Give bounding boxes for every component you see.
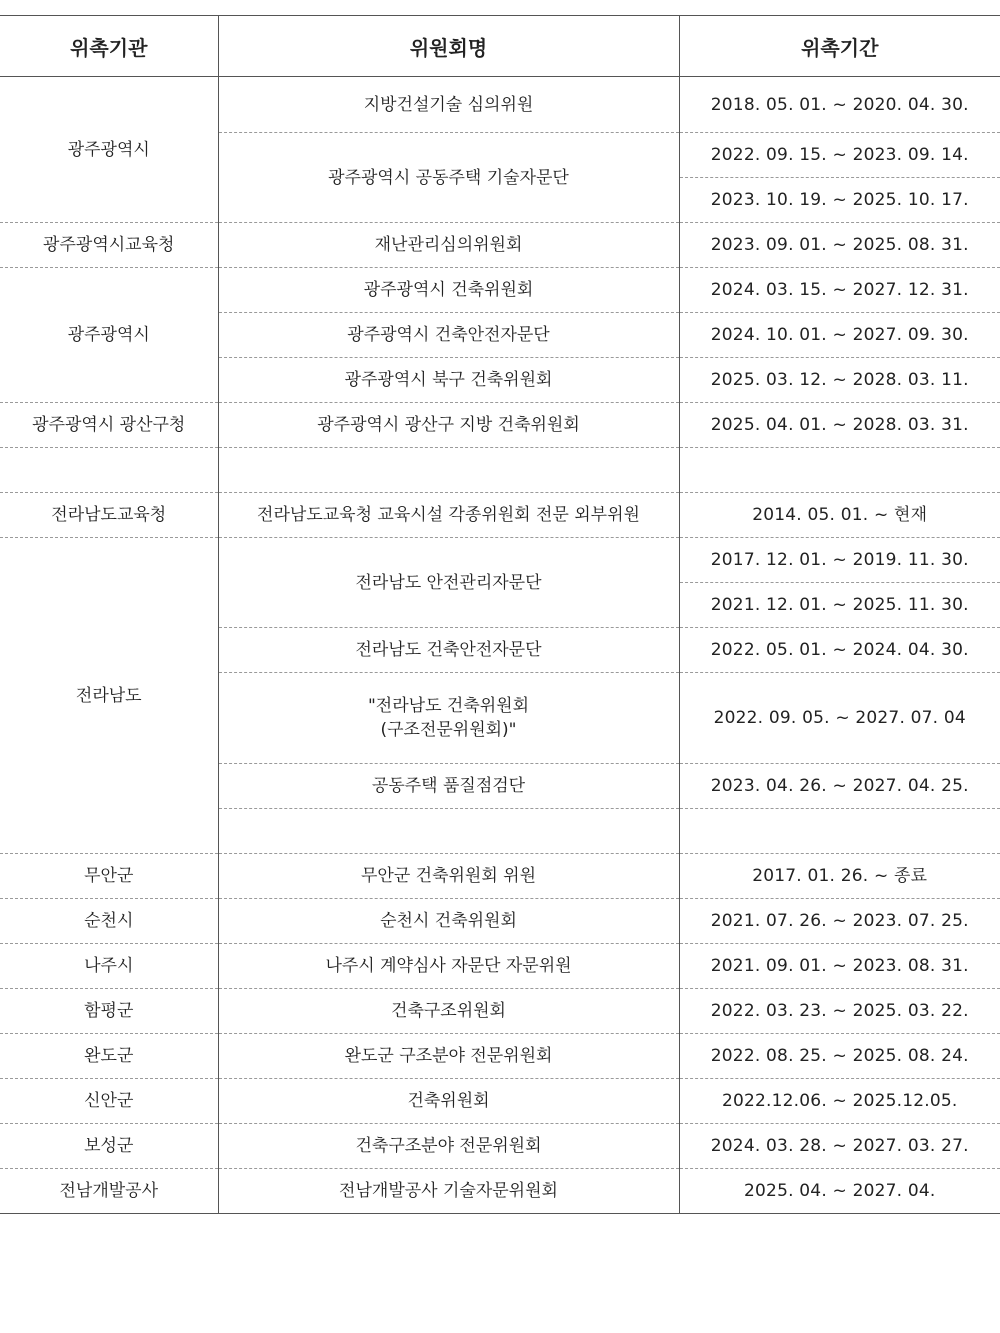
committee-cell: 전남개발공사 기술자문위원회 xyxy=(218,1169,679,1214)
committee-cell: 완도군 구조분야 전문위원회 xyxy=(218,1034,679,1079)
table-row xyxy=(0,1079,1000,1124)
period-cell: 2023. 04. 26. ~ 2027. 04. 25. xyxy=(679,764,1000,809)
period-cell: 2025. 04. ~ 2027. 04. xyxy=(679,1169,1000,1214)
committee-cell: 광주광역시 건축위원회 xyxy=(218,268,679,313)
table-row xyxy=(0,538,1000,583)
period-cell: 2022.12.06. ~ 2025.12.05. xyxy=(679,1079,1000,1124)
agency-cell: 광주광역시 xyxy=(0,77,218,223)
agency-cell: 나주시 xyxy=(0,944,218,989)
empty-row xyxy=(0,448,1000,493)
table-header-row xyxy=(0,16,1000,77)
committee-cell: 전라남도 안전관리자문단 xyxy=(218,538,679,628)
period-cell: 2017. 12. 01. ~ 2019. 11. 30. xyxy=(679,538,1000,583)
committee-cell: 공동주택 품질점검단 xyxy=(218,764,679,809)
committee-cell: 전라남도교육청 교육시설 각종위원회 전문 외부위원 xyxy=(218,493,679,538)
period-cell: 2022. 08. 25. ~ 2025. 08. 24. xyxy=(679,1034,1000,1079)
header-agency: 위촉기관 xyxy=(0,16,218,77)
period-cell: 2022. 09. 05. ~ 2027. 07. 04 xyxy=(679,673,1000,764)
committee-cell: 나주시 계약심사 자문단 자문위원 xyxy=(218,944,679,989)
period-cell: 2023. 09. 01. ~ 2025. 08. 31. xyxy=(679,223,1000,268)
agency-cell: 보성군 xyxy=(0,1124,218,1169)
table-row xyxy=(0,1124,1000,1169)
table-row xyxy=(0,944,1000,989)
committee-cell: 전라남도 건축안전자문단 xyxy=(218,628,679,673)
committee-cell: 건축구조위원회 xyxy=(218,989,679,1034)
period-cell: 2018. 05. 01. ~ 2020. 04. 30. xyxy=(710,94,969,115)
agency-cell: 광주광역시교육청 xyxy=(0,223,218,268)
agency-cell: 전라남도 xyxy=(0,538,218,854)
agency-cell: 무안군 xyxy=(0,854,218,899)
committee-cell: 건축구조분야 전문위원회 xyxy=(218,1124,679,1169)
agency-cell: 광주광역시 xyxy=(0,268,218,403)
table-row xyxy=(0,1034,1000,1079)
table-row xyxy=(0,899,1000,944)
agency-cell: 순천시 xyxy=(0,899,218,944)
committee-cell: "전라남도 건축위원회 (구조전문위원회)" xyxy=(218,673,679,764)
period-cell: 2024. 03. 28. ~ 2027. 03. 27. xyxy=(679,1124,1000,1169)
period-cell: 2022. 09. 15. ~ 2023. 09. 14. xyxy=(679,133,1000,178)
period-cell: 2021. 12. 01. ~ 2025. 11. 30. xyxy=(679,583,1000,628)
period-cell: 2014. 05. 01. ~ 현재 xyxy=(679,493,1000,538)
committee-cell: 광주광역시 광산구 지방 건축위원회 xyxy=(218,403,679,448)
agency-cell: 전라남도교육청 xyxy=(0,493,218,538)
period-cell: 2021. 07. 26. ~ 2023. 07. 25. xyxy=(679,899,1000,944)
table-row xyxy=(0,989,1000,1034)
agency-cell: 광주광역시 광산구청 xyxy=(0,403,218,448)
table-row xyxy=(0,493,1000,538)
empty-cell xyxy=(679,448,1000,493)
agency-cell: 완도군 xyxy=(0,1034,218,1079)
agency-cell: 전남개발공사 xyxy=(0,1169,218,1214)
empty-cell xyxy=(0,448,218,493)
committee-cell: 재난관리심의위원회 xyxy=(218,223,679,268)
header-committee: 위원회명 xyxy=(218,16,679,77)
period-cell: 2021. 09. 01. ~ 2023. 08. 31. xyxy=(679,944,1000,989)
table-row xyxy=(0,223,1000,268)
committee-cell: 건축위원회 xyxy=(218,1079,679,1124)
appointment-table xyxy=(0,15,1000,1214)
committee-cell: 광주광역시 북구 건축위원회 xyxy=(218,358,679,403)
period-cell: 2025. 04. 01. ~ 2028. 03. 31. xyxy=(679,403,1000,448)
table-row xyxy=(0,268,1000,313)
empty-cell xyxy=(218,809,679,854)
period-cell: 2024. 10. 01. ~ 2027. 09. 30. xyxy=(679,313,1000,358)
committee-cell: 순천시 건축위원회 xyxy=(218,899,679,944)
period-cell: 2022. 03. 23. ~ 2025. 03. 22. xyxy=(679,989,1000,1034)
period-cell: 2017. 01. 26. ~ 종료 xyxy=(679,854,1000,899)
empty-cell xyxy=(679,809,1000,854)
committee-cell: 광주광역시 공동주택 기술자문단 xyxy=(218,133,679,223)
agency-cell: 함평군 xyxy=(0,989,218,1034)
agency-cell: 신안군 xyxy=(0,1079,218,1124)
committee-cell: 광주광역시 건축안전자문단 xyxy=(218,313,679,358)
header-period: 위촉기간 xyxy=(679,16,1000,77)
table-row xyxy=(0,403,1000,448)
committee-cell: 무안군 건축위원회 위원 xyxy=(218,854,679,899)
table-row xyxy=(0,1169,1000,1214)
committee-cell: 지방건설기술 심의위원 xyxy=(218,77,679,133)
period-cell: 2022. 05. 01. ~ 2024. 04. 30. xyxy=(679,628,1000,673)
empty-cell xyxy=(218,448,679,493)
table-row xyxy=(0,854,1000,899)
table-row xyxy=(0,77,1000,133)
period-cell: 2025. 03. 12. ~ 2028. 03. 11. xyxy=(679,358,1000,403)
period-cell: 2024. 03. 15. ~ 2027. 12. 31. xyxy=(679,268,1000,313)
period-cell: 2023. 10. 19. ~ 2025. 10. 17. xyxy=(679,178,1000,223)
